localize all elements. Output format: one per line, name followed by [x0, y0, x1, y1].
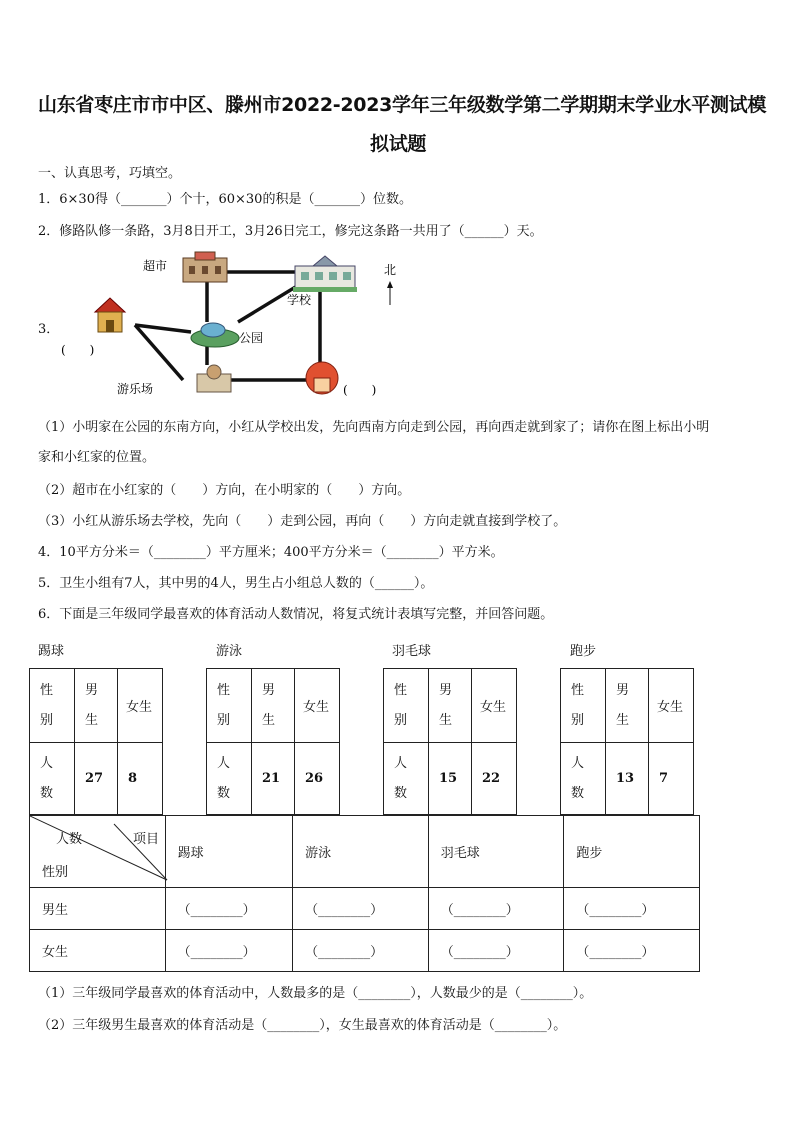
- header-girl: 女生: [649, 669, 694, 743]
- north-arrow-icon: [387, 281, 393, 305]
- map-label-supermarket: 超市: [143, 259, 168, 273]
- boys-count: 15: [429, 743, 472, 815]
- question-3-1-line2: 家和小红家的位置。: [38, 450, 156, 465]
- small-table-title: 踢球: [38, 644, 65, 659]
- table-row: [30, 930, 700, 972]
- map-label-school: 学校: [287, 293, 312, 307]
- map-roads: [135, 272, 320, 380]
- question-3-1-line1: （1）小明家在公园的东南方向，小红从学校出发，先向西南方向走到公园，再向西走就到家了；请你在图上标出小明: [38, 420, 710, 435]
- col-header: 羽毛球: [428, 816, 564, 888]
- corner-gender: 性别: [42, 865, 69, 880]
- row-count: 人 数: [30, 743, 75, 815]
- map-blank-left: ( ): [61, 343, 95, 357]
- small-table-title: 跑步: [570, 644, 597, 659]
- header-boy: 男 生: [252, 669, 295, 743]
- school-building-icon: [293, 256, 357, 292]
- girls-count: 22: [472, 743, 517, 815]
- answer-blank[interactable]: （________）: [428, 930, 564, 972]
- page-title-line2: 拟试题: [370, 133, 427, 155]
- question-6-2: （2）三年级男生最喜欢的体育活动是（________），女生最喜欢的体育活动是（________）。: [38, 1018, 567, 1033]
- red-house-icon: [306, 362, 338, 394]
- supermarket-building-icon: [183, 252, 227, 282]
- answer-blank[interactable]: （________）: [165, 888, 293, 930]
- compound-stat-table: [29, 815, 700, 972]
- map-label-north: 北: [384, 263, 397, 277]
- header-gender: 性 别: [384, 669, 429, 743]
- row-label: 女生: [30, 930, 166, 972]
- col-header: 踢球: [165, 816, 293, 888]
- header-gender: 性 别: [30, 669, 75, 743]
- header-girl: 女生: [295, 669, 340, 743]
- row-count: 人 数: [384, 743, 429, 815]
- col-header: 游泳: [293, 816, 429, 888]
- header-gender: 性 别: [207, 669, 252, 743]
- question-5: 5．卫生小组有7人，其中男的4人，男生占小组总人数的（______）。: [38, 576, 434, 591]
- house-icon: [95, 298, 125, 332]
- row-count: 人 数: [207, 743, 252, 815]
- question-1: 1．6×30得（_______）个十，60×30的积是（_______）位数。: [38, 192, 412, 207]
- header-girl: 女生: [118, 669, 163, 743]
- small-table-kick: [29, 668, 163, 815]
- map-blank-right: ( ): [343, 383, 377, 397]
- row-count: 人 数: [561, 743, 606, 815]
- header-boy: 男 生: [606, 669, 649, 743]
- girls-count: 8: [118, 743, 163, 815]
- header-girl: 女生: [472, 669, 517, 743]
- header-gender: 性 别: [561, 669, 606, 743]
- small-table-badminton: [383, 668, 517, 815]
- small-table-title: 游泳: [216, 644, 243, 659]
- map-label-playground: 游乐场: [117, 382, 154, 396]
- map-diagram: [55, 250, 415, 405]
- answer-blank[interactable]: （________）: [165, 930, 293, 972]
- girls-count: 26: [295, 743, 340, 815]
- page-title: 山东省枣庄市市中区、滕州市2022-2023学年三年级数学第二学期期末学业水平测试模: [38, 94, 767, 116]
- corner-header: [30, 816, 166, 888]
- answer-blank[interactable]: （________）: [293, 930, 429, 972]
- question-3-label: 3．: [38, 322, 60, 337]
- question-6-1: （1）三年级同学最喜欢的体育活动中，人数最多的是（________），人数最少的是（________）。: [38, 986, 593, 1001]
- small-table-title: 羽毛球: [392, 644, 432, 659]
- answer-blank[interactable]: （________）: [564, 888, 700, 930]
- answer-blank[interactable]: （________）: [564, 930, 700, 972]
- question-2: 2．修路队修一条路，3月8日开工，3月26日完工，修完这条路一共用了（______）天。: [38, 224, 543, 239]
- answer-blank[interactable]: （________）: [293, 888, 429, 930]
- header-boy: 男 生: [75, 669, 118, 743]
- map-label-park: 公园: [239, 331, 264, 345]
- boys-count: 13: [606, 743, 649, 815]
- table-row: [30, 888, 700, 930]
- question-4: 4．10平方分米＝（________）平方厘米；400平方分米＝（________）平方米。: [38, 545, 504, 560]
- playground-icon: [197, 365, 231, 392]
- small-table-run: [560, 668, 694, 815]
- girls-count: 7: [649, 743, 694, 815]
- col-header: 跑步: [564, 816, 700, 888]
- corner-item: 项目: [133, 832, 160, 847]
- question-6: 6．下面是三年级同学最喜欢的体育活动人数情况，将复式统计表填写完整，并回答问题。: [38, 607, 554, 622]
- corner-people: 人数: [56, 832, 83, 847]
- question-3-3: （3）小红从游乐场去学校，先向（ ）走到公园，再向（ ）方向走就直接到学校了。: [38, 514, 567, 529]
- header-boy: 男 生: [429, 669, 472, 743]
- small-table-swim: [206, 668, 340, 815]
- boys-count: 27: [75, 743, 118, 815]
- question-3-2: （2）超市在小红家的（ ）方向，在小明家的（ ）方向。: [38, 483, 411, 498]
- section-heading: 一、认真思考，巧填空。: [38, 166, 182, 181]
- park-fountain-icon: [191, 323, 239, 347]
- boys-count: 21: [252, 743, 295, 815]
- row-label: 男生: [30, 888, 166, 930]
- answer-blank[interactable]: （________）: [428, 888, 564, 930]
